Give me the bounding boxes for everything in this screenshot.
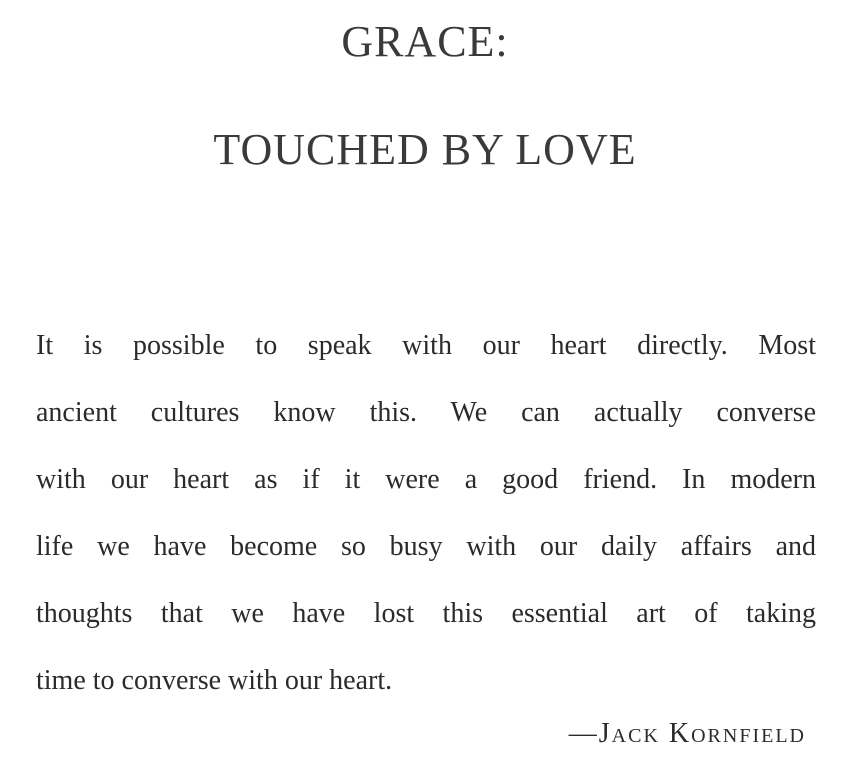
quote-line: life we have become so busy with our daily affairs and xyxy=(36,531,816,562)
quote-attribution: —Jack Kornfield xyxy=(568,718,806,749)
quote-line: thoughts that we have lost this essential art of taking xyxy=(36,598,816,629)
quote-line: time to converse with our heart. xyxy=(36,665,393,696)
quote-paragraph xyxy=(36,312,816,714)
quote-line: It is possible to speak with our heart directly. Most xyxy=(36,330,816,361)
chapter-title-line-2: TOUCHED BY LOVE xyxy=(213,125,637,174)
quote-line: with our heart as if it were a good friend. In modern xyxy=(36,464,816,495)
quote-line: ancient cultures know this. We can actually converse xyxy=(36,397,816,428)
chapter-title-line-1: GRACE: xyxy=(341,17,509,66)
